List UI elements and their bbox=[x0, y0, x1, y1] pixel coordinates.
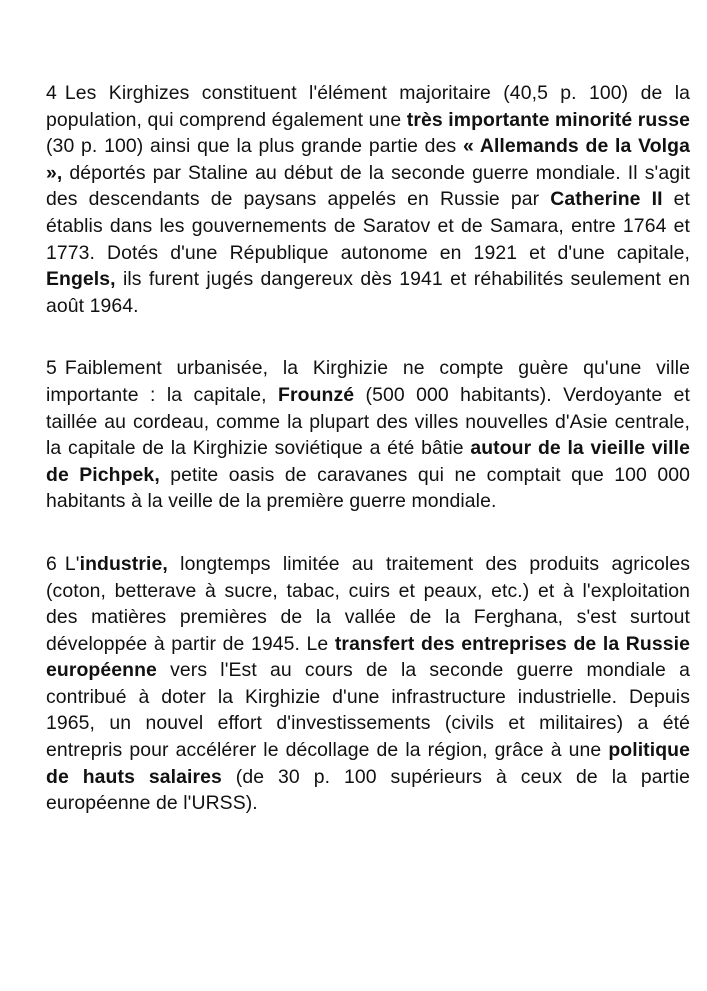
text-segment: (de 30 p. 100 supérieurs à ceux de la partie européenne de l'URSS). bbox=[46, 765, 691, 815]
bold-term: transfert des entreprises de la Russie européenne bbox=[46, 632, 690, 682]
bold-term: très importante minorité russe bbox=[406, 108, 690, 131]
bold-term: « Allemands de la Volga », bbox=[46, 135, 690, 184]
text-segment: (500 000 habitants). Verdoyante et taillée au cordeau, comme la plupart des villes nouvelles d'Asie centrale, la capitale de la Kirghizie soviétique a été bâtie bbox=[46, 383, 691, 460]
paragraph-4 bbox=[46, 80, 690, 319]
text-segment: vers l'Est au cours de la seconde guerre mondiale a contribué à doter la Kirghizie d'une infrastructure industrielle. Depuis 1965, un nouvel effort d'investissements (civils et militaires) a été entrepris pour accélérer le décollage de la région, grâce à une bbox=[46, 659, 690, 762]
paragraph-6 bbox=[46, 551, 690, 817]
paragraph-number: 6 bbox=[46, 552, 57, 575]
bold-term: Frounzé bbox=[278, 383, 355, 406]
text-segment: déportés par Staline au début de la seconde guerre mondiale. Il s'agit des descendants de paysans appelés en Russie par bbox=[46, 161, 690, 211]
text-segment: et établis dans les gouvernements de Saratov et de Samara, entre 1764 et 1773. Dotés d'une République autonome en 1921 et d'une capitale, bbox=[46, 188, 690, 264]
text-segment: L' bbox=[64, 552, 80, 575]
paragraph-5 bbox=[46, 355, 690, 515]
bold-term: politique de hauts salaires bbox=[46, 739, 690, 788]
text-segment: Les Kirghizes constituent l'élément majoritaire (40,5 p. 100) de la population, qui comprend également une bbox=[46, 82, 690, 131]
text-segment: petite oasis de caravanes qui ne comptait que 100 000 habitants à la veille de la première guerre mondiale. bbox=[46, 463, 690, 513]
text-segment: Faiblement urbanisée, la Kirghizie ne compte guère qu'une ville importante : la capitale, bbox=[46, 357, 690, 406]
text-segment: longtemps limitée au traitement des produits agricoles (coton, betterave à sucre, tabac, cuirs et peaux, etc.) et à l'exploitation des matières premières de la vallée de la Ferghana, s'est surtout développée à partir de 1945. Le bbox=[46, 552, 690, 655]
bold-term: autour de la vieille ville de Pichpek, bbox=[46, 437, 691, 486]
bold-term: Catherine II bbox=[550, 188, 663, 211]
paragraph-number: 5 bbox=[46, 357, 57, 380]
bold-term: Engels, bbox=[46, 268, 116, 291]
paragraph-number: 4 bbox=[46, 82, 57, 104]
text-segment: (30 p. 100) ainsi que la plus grande partie des bbox=[46, 135, 463, 158]
text-segment: ils furent jugés dangereux dès 1941 et réhabilités seulement en août 1964. bbox=[46, 268, 690, 317]
bold-term: industrie, bbox=[79, 552, 168, 575]
